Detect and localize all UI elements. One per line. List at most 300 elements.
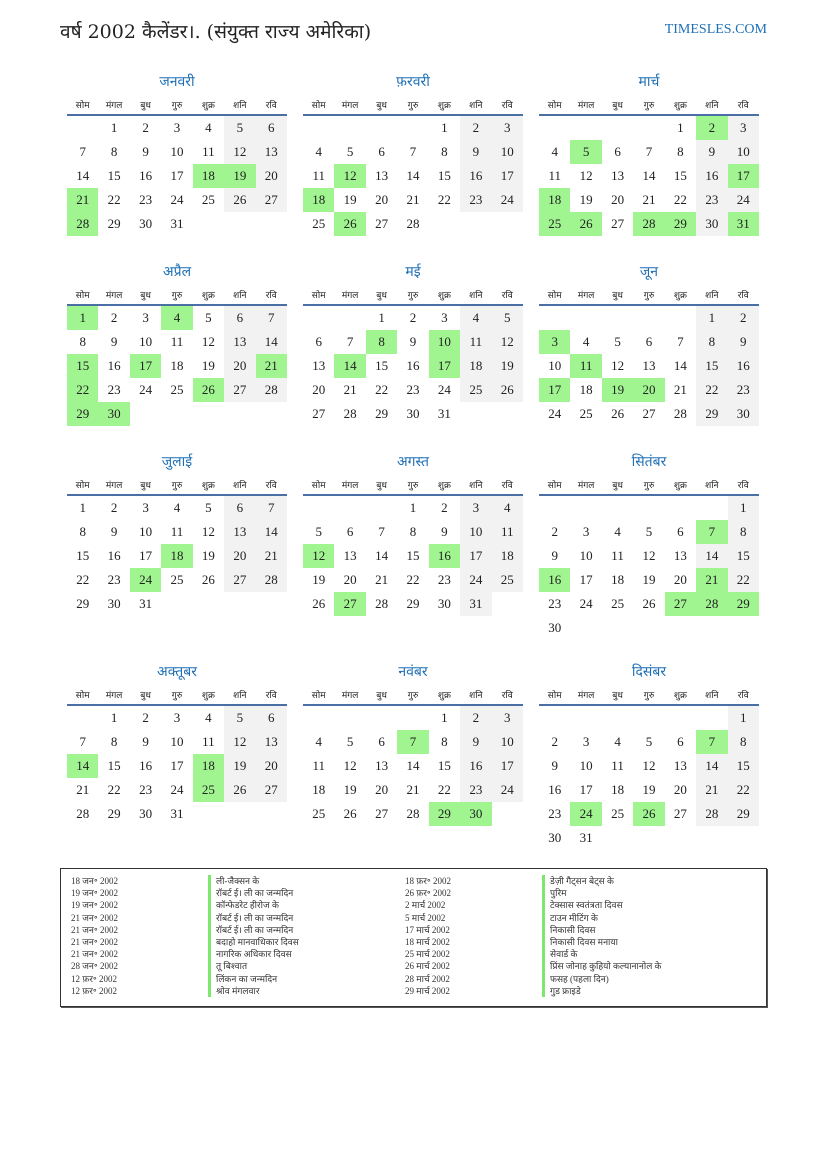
day-cell[interactable]: 18 (170, 358, 184, 373)
day-cell[interactable]: 27 (224, 378, 255, 402)
day-cell[interactable]: 9 (460, 140, 491, 164)
day-cell[interactable]: 10 (460, 520, 491, 544)
day-cell[interactable]: 10 (139, 524, 153, 539)
day-cell[interactable]: 4 (161, 306, 192, 330)
day-cell[interactable]: 1 (409, 500, 417, 515)
day-cell[interactable]: 20 (343, 572, 357, 587)
day-cell[interactable]: 6 (224, 496, 255, 520)
day-cell[interactable]: 28 (673, 406, 687, 421)
day-cell[interactable]: 4 (551, 144, 558, 159)
day-cell[interactable]: 29 (665, 212, 696, 236)
day-cell[interactable]: 21 (696, 568, 727, 592)
day-cell[interactable]: 18 (611, 782, 625, 797)
day-cell[interactable]: 20 (256, 754, 287, 778)
day-cell[interactable]: 21 (696, 778, 727, 802)
day-cell[interactable]: 24 (170, 782, 184, 797)
day-cell[interactable]: 28 (696, 592, 727, 616)
day-cell[interactable]: 3 (582, 524, 590, 539)
day-cell[interactable]: 26 (334, 212, 365, 236)
day-cell[interactable]: 10 (579, 758, 593, 773)
day-cell[interactable]: 21 (406, 192, 420, 207)
day-cell[interactable]: 24 (570, 802, 601, 826)
day-cell[interactable]: 25 (539, 212, 570, 236)
day-cell[interactable]: 26 (611, 406, 625, 421)
day-cell[interactable]: 16 (728, 354, 759, 378)
day-cell[interactable]: 30 (139, 806, 153, 821)
day-cell[interactable]: 27 (611, 216, 625, 231)
day-cell[interactable]: 27 (224, 568, 255, 592)
day-cell[interactable]: 21 (256, 544, 287, 568)
day-cell[interactable]: 15 (107, 758, 121, 773)
day-cell[interactable]: 23 (139, 192, 153, 207)
day-cell[interactable]: 9 (110, 334, 118, 349)
day-cell[interactable]: 8 (677, 144, 684, 159)
day-cell[interactable]: 3 (582, 734, 590, 749)
day-cell[interactable]: 19 (343, 782, 357, 797)
day-cell[interactable]: 17 (130, 354, 161, 378)
day-cell[interactable]: 3 (142, 310, 149, 325)
day-cell[interactable]: 25 (170, 382, 184, 397)
day-cell[interactable]: 19 (642, 572, 656, 587)
day-cell[interactable]: 26 (201, 572, 215, 587)
day-cell[interactable]: 19 (224, 164, 255, 188)
day-cell[interactable]: 25 (193, 778, 224, 802)
day-cell[interactable]: 5 (645, 734, 653, 749)
day-cell[interactable]: 7 (696, 730, 727, 754)
day-cell[interactable]: 10 (492, 140, 523, 164)
day-cell[interactable]: 11 (202, 734, 215, 749)
day-cell[interactable]: 26 (570, 212, 601, 236)
day-cell[interactable]: 7 (79, 144, 86, 159)
day-cell[interactable]: 24 (170, 192, 184, 207)
day-cell[interactable]: 7 (409, 144, 417, 159)
day-cell[interactable]: 3 (539, 330, 570, 354)
day-cell[interactable]: 26 (224, 778, 255, 802)
day-cell[interactable]: 14 (256, 520, 287, 544)
day-cell[interactable]: 22 (406, 572, 420, 587)
day-cell[interactable]: 30 (696, 212, 727, 236)
day-cell[interactable]: 7 (677, 334, 684, 349)
day-cell[interactable]: 22 (437, 782, 451, 797)
day-cell[interactable]: 21 (343, 382, 357, 397)
day-cell[interactable]: 26 (633, 802, 664, 826)
day-cell[interactable]: 5 (614, 334, 621, 349)
day-cell[interactable]: 12 (642, 758, 656, 773)
day-cell[interactable]: 15 (673, 168, 687, 183)
day-cell[interactable]: 7 (645, 144, 653, 159)
day-cell[interactable]: 29 (375, 406, 389, 421)
day-cell[interactable]: 18 (303, 188, 334, 212)
day-cell[interactable]: 11 (548, 168, 561, 183)
day-cell[interactable]: 14 (406, 168, 420, 183)
day-cell[interactable]: 8 (110, 144, 118, 159)
day-cell[interactable]: 16 (429, 544, 460, 568)
day-cell[interactable]: 18 (161, 544, 192, 568)
day-cell[interactable]: 1 (378, 310, 385, 325)
day-cell[interactable]: 24 (130, 568, 161, 592)
day-cell[interactable]: 11 (312, 758, 325, 773)
day-cell[interactable]: 22 (67, 378, 98, 402)
day-cell[interactable]: 23 (437, 572, 451, 587)
day-cell[interactable]: 8 (79, 334, 86, 349)
day-cell[interactable]: 7 (378, 524, 385, 539)
day-cell[interactable]: 9 (142, 734, 149, 749)
day-cell[interactable]: 19 (579, 192, 593, 207)
day-cell[interactable]: 9 (409, 334, 417, 349)
day-cell[interactable]: 23 (548, 806, 562, 821)
day-cell[interactable]: 24 (139, 382, 153, 397)
day-cell[interactable]: 16 (406, 358, 420, 373)
day-cell[interactable]: 9 (460, 730, 491, 754)
day-cell[interactable]: 16 (107, 358, 121, 373)
day-cell[interactable]: 30 (728, 402, 759, 426)
day-cell[interactable]: 25 (312, 216, 326, 231)
day-cell[interactable]: 5 (492, 306, 523, 330)
day-cell[interactable]: 1 (441, 710, 448, 725)
day-cell[interactable]: 9 (551, 758, 558, 773)
day-cell[interactable]: 18 (579, 382, 593, 397)
day-cell[interactable]: 22 (437, 192, 451, 207)
day-cell[interactable]: 28 (67, 212, 98, 236)
day-cell[interactable]: 5 (205, 310, 212, 325)
day-cell[interactable]: 16 (107, 548, 121, 563)
day-cell[interactable]: 1 (728, 496, 759, 520)
day-cell[interactable]: 10 (548, 358, 562, 373)
day-cell[interactable]: 15 (437, 168, 451, 183)
day-cell[interactable]: 4 (460, 306, 491, 330)
day-cell[interactable]: 8 (409, 524, 417, 539)
day-cell[interactable]: 15 (107, 168, 121, 183)
day-cell[interactable]: 17 (492, 754, 523, 778)
day-cell[interactable]: 27 (665, 592, 696, 616)
day-cell[interactable]: 6 (677, 524, 684, 539)
day-cell[interactable]: 12 (224, 730, 255, 754)
day-cell[interactable]: 6 (614, 144, 621, 159)
day-cell[interactable]: 8 (79, 524, 86, 539)
day-cell[interactable]: 19 (224, 754, 255, 778)
day-cell[interactable]: 20 (224, 354, 255, 378)
day-cell[interactable]: 7 (79, 734, 86, 749)
day-cell[interactable]: 4 (173, 500, 181, 515)
day-cell[interactable]: 31 (460, 592, 491, 616)
day-cell[interactable]: 23 (548, 596, 562, 611)
day-cell[interactable]: 22 (107, 782, 121, 797)
day-cell[interactable]: 7 (346, 334, 354, 349)
day-cell[interactable]: 6 (224, 306, 255, 330)
day-cell[interactable]: 10 (170, 144, 184, 159)
day-cell[interactable]: 2 (110, 310, 118, 325)
day-cell[interactable]: 16 (139, 168, 153, 183)
day-cell[interactable]: 9 (696, 140, 727, 164)
day-cell[interactable]: 17 (579, 782, 593, 797)
day-cell[interactable]: 22 (696, 378, 727, 402)
day-cell[interactable]: 2 (551, 734, 558, 749)
day-cell[interactable]: 28 (256, 378, 287, 402)
day-cell[interactable]: 20 (633, 378, 664, 402)
day-cell[interactable]: 25 (460, 378, 491, 402)
day-cell[interactable]: 28 (375, 596, 389, 611)
day-cell[interactable]: 11 (611, 548, 624, 563)
day-cell[interactable]: 1 (79, 500, 86, 515)
day-cell[interactable]: 19 (201, 358, 215, 373)
day-cell[interactable]: 25 (170, 572, 184, 587)
day-cell[interactable]: 18 (193, 164, 224, 188)
day-cell[interactable]: 8 (696, 330, 727, 354)
day-cell[interactable]: 18 (312, 782, 326, 797)
day-cell[interactable]: 24 (460, 568, 491, 592)
day-cell[interactable]: 27 (256, 778, 287, 802)
day-cell[interactable]: 23 (460, 188, 491, 212)
day-cell[interactable]: 14 (696, 544, 727, 568)
day-cell[interactable]: 29 (76, 596, 90, 611)
day-cell[interactable]: 29 (406, 596, 420, 611)
day-cell[interactable]: 29 (728, 592, 759, 616)
day-cell[interactable]: 28 (696, 802, 727, 826)
day-cell[interactable]: 2 (142, 120, 149, 135)
day-cell[interactable]: 3 (173, 120, 181, 135)
day-cell[interactable]: 29 (67, 402, 98, 426)
day-cell[interactable]: 13 (256, 140, 287, 164)
day-cell[interactable]: 8 (441, 144, 448, 159)
day-cell[interactable]: 18 (611, 572, 625, 587)
day-cell[interactable]: 13 (224, 520, 255, 544)
day-cell[interactable]: 29 (429, 802, 460, 826)
day-cell[interactable]: 22 (728, 778, 759, 802)
day-cell[interactable]: 5 (224, 706, 255, 730)
day-cell[interactable]: 25 (312, 806, 326, 821)
day-cell[interactable]: 24 (728, 188, 759, 212)
day-cell[interactable]: 22 (375, 382, 389, 397)
day-cell[interactable]: 27 (642, 406, 656, 421)
day-cell[interactable]: 6 (256, 706, 287, 730)
day-cell[interactable]: 11 (570, 354, 601, 378)
day-cell[interactable]: 8 (728, 520, 759, 544)
day-cell[interactable]: 22 (728, 568, 759, 592)
day-cell[interactable]: 4 (492, 496, 523, 520)
day-cell[interactable]: 21 (76, 782, 90, 797)
day-cell[interactable]: 10 (170, 734, 184, 749)
day-cell[interactable]: 22 (76, 572, 90, 587)
day-cell[interactable]: 16 (548, 782, 562, 797)
day-cell[interactable]: 26 (642, 596, 656, 611)
day-cell[interactable]: 4 (205, 710, 212, 725)
day-cell[interactable]: 20 (673, 782, 687, 797)
day-cell[interactable]: 14 (406, 758, 420, 773)
day-cell[interactable]: 17 (728, 164, 759, 188)
day-cell[interactable]: 27 (375, 216, 389, 231)
day-cell[interactable]: 27 (256, 188, 287, 212)
day-cell[interactable]: 4 (315, 144, 322, 159)
day-cell[interactable]: 20 (375, 782, 389, 797)
day-cell[interactable]: 1 (696, 306, 727, 330)
day-cell[interactable]: 28 (76, 806, 90, 821)
day-cell[interactable]: 19 (642, 782, 656, 797)
day-cell[interactable]: 11 (492, 520, 523, 544)
day-cell[interactable]: 13 (673, 758, 687, 773)
day-cell[interactable]: 19 (602, 378, 633, 402)
day-cell[interactable]: 4 (614, 524, 621, 539)
day-cell[interactable]: 1 (67, 306, 98, 330)
day-cell[interactable]: 22 (673, 192, 687, 207)
day-cell[interactable]: 15 (696, 354, 727, 378)
day-cell[interactable]: 31 (170, 216, 184, 231)
day-cell[interactable]: 17 (492, 164, 523, 188)
day-cell[interactable]: 3 (441, 310, 448, 325)
day-cell[interactable]: 16 (460, 164, 491, 188)
day-cell[interactable]: 19 (201, 548, 215, 563)
day-cell[interactable]: 12 (201, 524, 215, 539)
day-cell[interactable]: 13 (642, 358, 656, 373)
day-cell[interactable]: 9 (441, 524, 448, 539)
day-cell[interactable]: 9 (551, 548, 558, 563)
day-cell[interactable]: 2 (441, 500, 448, 515)
day-cell[interactable]: 30 (98, 402, 129, 426)
day-cell[interactable]: 13 (343, 548, 357, 563)
day-cell[interactable]: 14 (642, 168, 656, 183)
day-cell[interactable]: 5 (346, 734, 354, 749)
day-cell[interactable]: 14 (673, 358, 687, 373)
day-cell[interactable]: 26 (193, 378, 224, 402)
day-cell[interactable]: 6 (677, 734, 684, 749)
day-cell[interactable]: 13 (312, 358, 326, 373)
day-cell[interactable]: 5 (570, 140, 601, 164)
day-cell[interactable]: 23 (406, 382, 420, 397)
day-cell[interactable]: 7 (397, 730, 428, 754)
day-cell[interactable]: 19 (312, 572, 326, 587)
day-cell[interactable]: 29 (696, 402, 727, 426)
day-cell[interactable]: 3 (173, 710, 181, 725)
day-cell[interactable]: 24 (492, 188, 523, 212)
day-cell[interactable]: 26 (492, 378, 523, 402)
day-cell[interactable]: 3 (142, 500, 149, 515)
day-cell[interactable]: 12 (642, 548, 656, 563)
day-cell[interactable]: 29 (728, 802, 759, 826)
day-cell[interactable]: 4 (582, 334, 590, 349)
day-cell[interactable]: 27 (673, 806, 687, 821)
day-cell[interactable]: 2 (551, 524, 558, 539)
day-cell[interactable]: 8 (366, 330, 397, 354)
day-cell[interactable]: 1 (441, 120, 448, 135)
day-cell[interactable]: 30 (437, 596, 451, 611)
day-cell[interactable]: 6 (315, 334, 322, 349)
day-cell[interactable]: 15 (437, 758, 451, 773)
day-cell[interactable]: 13 (375, 758, 389, 773)
day-cell[interactable]: 2 (460, 116, 491, 140)
day-cell[interactable]: 24 (492, 778, 523, 802)
day-cell[interactable]: 18 (193, 754, 224, 778)
day-cell[interactable]: 6 (378, 144, 385, 159)
day-cell[interactable]: 20 (256, 164, 287, 188)
day-cell[interactable]: 9 (142, 144, 149, 159)
day-cell[interactable]: 5 (315, 524, 322, 539)
day-cell[interactable]: 5 (224, 116, 255, 140)
day-cell[interactable]: 14 (76, 168, 90, 183)
day-cell[interactable]: 8 (728, 730, 759, 754)
day-cell[interactable]: 24 (579, 596, 593, 611)
day-cell[interactable]: 14 (334, 354, 365, 378)
day-cell[interactable]: 3 (728, 116, 759, 140)
day-cell[interactable]: 2 (142, 710, 149, 725)
day-cell[interactable]: 29 (107, 216, 121, 231)
day-cell[interactable]: 26 (312, 596, 326, 611)
day-cell[interactable]: 25 (492, 568, 523, 592)
day-cell[interactable]: 16 (460, 754, 491, 778)
day-cell[interactable]: 5 (645, 524, 653, 539)
day-cell[interactable]: 8 (110, 734, 118, 749)
day-cell[interactable]: 3 (460, 496, 491, 520)
day-cell[interactable]: 24 (437, 382, 451, 397)
day-cell[interactable]: 1 (110, 710, 118, 725)
day-cell[interactable]: 12 (224, 140, 255, 164)
day-cell[interactable]: 31 (170, 806, 184, 821)
day-cell[interactable]: 17 (460, 544, 491, 568)
day-cell[interactable]: 12 (579, 168, 593, 183)
day-cell[interactable]: 14 (67, 754, 98, 778)
day-cell[interactable]: 25 (611, 806, 625, 821)
day-cell[interactable]: 24 (548, 406, 562, 421)
day-cell[interactable]: 30 (406, 406, 420, 421)
day-cell[interactable]: 12 (201, 334, 215, 349)
day-cell[interactable]: 15 (76, 548, 90, 563)
day-cell[interactable]: 28 (406, 806, 420, 821)
day-cell[interactable]: 15 (406, 548, 420, 563)
day-cell[interactable]: 10 (429, 330, 460, 354)
day-cell[interactable]: 27 (375, 806, 389, 821)
day-cell[interactable]: 16 (539, 568, 570, 592)
day-cell[interactable]: 16 (139, 758, 153, 773)
day-cell[interactable]: 2 (728, 306, 759, 330)
day-cell[interactable]: 31 (728, 212, 759, 236)
day-cell[interactable]: 9 (110, 524, 118, 539)
day-cell[interactable]: 23 (107, 382, 121, 397)
day-cell[interactable]: 4 (205, 120, 212, 135)
day-cell[interactable]: 30 (548, 620, 562, 635)
day-cell[interactable]: 13 (673, 548, 687, 563)
day-cell[interactable]: 15 (375, 358, 389, 373)
day-cell[interactable]: 2 (460, 706, 491, 730)
day-cell[interactable]: 20 (673, 572, 687, 587)
day-cell[interactable]: 4 (614, 734, 621, 749)
day-cell[interactable]: 15 (728, 754, 759, 778)
site-link[interactable]: TIMESLES.COM (664, 22, 767, 37)
day-cell[interactable]: 6 (256, 116, 287, 140)
day-cell[interactable]: 10 (492, 730, 523, 754)
day-cell[interactable]: 11 (170, 524, 184, 539)
day-cell[interactable]: 10 (579, 548, 593, 563)
day-cell[interactable]: 21 (406, 782, 420, 797)
day-cell[interactable]: 21 (642, 192, 656, 207)
day-cell[interactable]: 10 (139, 334, 153, 349)
day-cell[interactable]: 1 (110, 120, 118, 135)
day-cell[interactable]: 21 (673, 382, 687, 397)
day-cell[interactable]: 17 (170, 168, 184, 183)
day-cell[interactable]: 20 (312, 382, 326, 397)
day-cell[interactable]: 29 (107, 806, 121, 821)
day-cell[interactable]: 17 (579, 572, 593, 587)
day-cell[interactable]: 11 (611, 758, 624, 773)
day-cell[interactable]: 12 (492, 330, 523, 354)
day-cell[interactable]: 19 (492, 354, 523, 378)
day-cell[interactable]: 16 (696, 164, 727, 188)
day-cell[interactable]: 2 (696, 116, 727, 140)
day-cell[interactable]: 17 (429, 354, 460, 378)
day-cell[interactable]: 14 (696, 754, 727, 778)
day-cell[interactable]: 31 (579, 830, 593, 845)
day-cell[interactable]: 12 (343, 758, 357, 773)
day-cell[interactable]: 28 (633, 212, 664, 236)
day-cell[interactable]: 20 (224, 544, 255, 568)
day-cell[interactable]: 30 (107, 596, 121, 611)
